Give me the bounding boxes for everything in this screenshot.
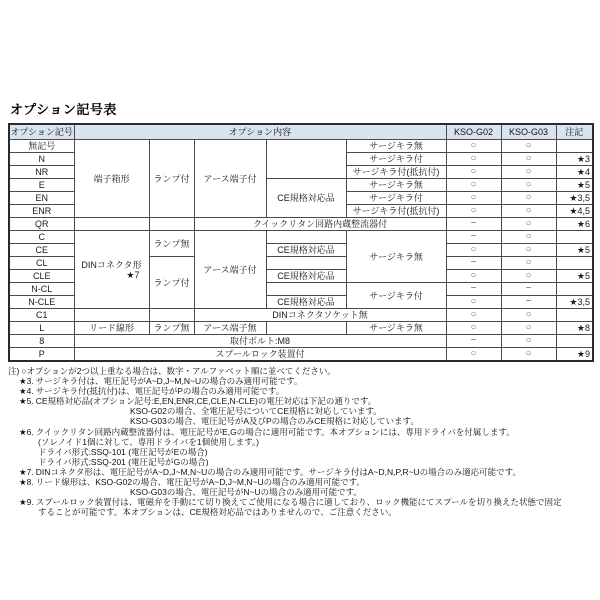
footnote-text: スプールロック装置付は、電磁弁を手動にて切り換えてご使用になる場合に適しており、ロック機能にてスプールを切り換えた状態で固定 <box>35 497 562 508</box>
footnote-text: KSO-G03の場合、電圧記号がN~Uの場合のみ適用可能です。 <box>130 487 362 498</box>
cell-surge: サージキラ無 <box>346 140 446 153</box>
cell-note <box>556 257 593 270</box>
table-row <box>9 140 593 153</box>
cell-earth: アース端子付 <box>194 231 266 309</box>
table-row <box>9 231 593 244</box>
footnote-label: ★3. <box>19 376 34 387</box>
cell-option-symbol: N <box>9 153 74 166</box>
cell-option-symbol: E <box>9 179 74 192</box>
cell-kso-g03: ○ <box>501 218 556 231</box>
cell-kso-g03: ○ <box>501 244 556 257</box>
cell-surge: サージキラ付(抵抗付) <box>346 166 446 179</box>
cell-option-symbol: N-CL <box>9 283 74 296</box>
footnote-line <box>8 497 592 507</box>
footnote-label: ★7. <box>19 466 34 477</box>
footnote-line <box>8 447 592 457</box>
din-connector-star7: ★7 <box>126 269 140 280</box>
header-row <box>9 124 593 140</box>
cell-option-symbol: QR <box>9 218 74 231</box>
cell-ce-blank <box>266 283 346 296</box>
footnote-line <box>8 507 592 517</box>
cell-option-symbol: C <box>9 231 74 244</box>
cell-note: ★5 <box>556 270 593 283</box>
footnote-line <box>8 396 592 406</box>
cell-kso-g02: ○ <box>446 192 501 205</box>
cell-note <box>556 231 593 244</box>
cell-ce-blank <box>266 257 346 270</box>
cell-ce: CE規格対応品 <box>266 179 346 218</box>
table-row <box>9 335 593 348</box>
cell-kso-g03: ○ <box>501 166 556 179</box>
cell-kso-g02: ○ <box>446 296 501 309</box>
cell-note: ★9 <box>556 348 593 362</box>
cell-ce: CE規格対応品 <box>266 244 346 257</box>
header-kso-g02: KSO-G02 <box>446 124 501 140</box>
cell-structure: 端子箱形 <box>74 140 149 218</box>
header-option-symbol: オプション記号 <box>9 124 74 140</box>
cell-earth: アース端子付 <box>194 140 266 218</box>
cell-note: ★5 <box>556 244 593 257</box>
table-row <box>9 322 593 335</box>
cell-option-symbol: CE <box>9 244 74 257</box>
footnote-text: ○オプションが2つ以上重なる場合は、数字・アルファベット順に並べてください。 <box>21 366 336 376</box>
cell-surge: サージキラ無 <box>346 231 446 283</box>
cell-kso-g02: ○ <box>446 179 501 192</box>
cell-note: ★8 <box>556 322 593 335</box>
cell-blank <box>74 309 149 322</box>
table-row <box>9 348 593 362</box>
header-kso-g03: KSO-G03 <box>501 124 556 140</box>
cell-kso-g03: ○ <box>501 309 556 322</box>
footnote-text: クイックリタン回路内蔵整流器付は、電圧記号がE,Gの場合に適用可能です。本オプションには、専用ドライバを付属します。 <box>35 426 515 437</box>
cell-surge: サージキラ無 <box>346 322 446 335</box>
cell-structure <box>74 231 149 309</box>
footnote-text: サージキラ付(抵抗付)は、電圧記号がPの場合のみ適用可能です。 <box>35 386 285 397</box>
cell-kso-g03: ○ <box>501 140 556 153</box>
cell-option-symbol: 無記号 <box>9 140 74 153</box>
page-title: オプション記号表 <box>10 102 117 117</box>
cell-option-symbol: CL <box>9 257 74 270</box>
cell-lamp: ランプ付 <box>149 257 194 309</box>
din-connector-label: DINコネクタ形 <box>81 259 142 270</box>
cell-surge: サージキラ付(抵抗付) <box>346 205 446 218</box>
cell-kso-g03: ○ <box>501 270 556 283</box>
footnote-label: 注) <box>8 366 20 376</box>
cell-note <box>556 309 593 322</box>
cell-note: ★4,5 <box>556 205 593 218</box>
cell-option-symbol: L <box>9 322 74 335</box>
cell-content-span: クイックリタン回路内蔵整流器付 <box>194 218 446 231</box>
cell-kso-g02: ○ <box>446 140 501 153</box>
cell-ce-blank <box>266 322 346 335</box>
cell-kso-g03: − <box>501 283 556 296</box>
header-note: 注記 <box>556 124 593 140</box>
cell-surge: サージキラ付 <box>346 192 446 205</box>
cell-kso-g02: ○ <box>446 309 501 322</box>
footnote-line <box>8 457 592 467</box>
footnote-text: CE規格対応品(オプション記号:E,EN,ENR,CE,CLE,N-CLE)の電圧対応は下記の通りです。 <box>35 396 377 407</box>
footnote-text: ドライバ形式:SSQ-201 (電圧記号がGの場合) <box>38 456 209 467</box>
cell-option-symbol: N-CLE <box>9 296 74 309</box>
cell-kso-g02: − <box>446 283 501 296</box>
cell-note <box>556 283 593 296</box>
footnote-line <box>8 406 592 416</box>
cell-kso-g02: ○ <box>446 270 501 283</box>
footnote-label: ★4. <box>19 386 34 397</box>
cell-kso-g03: ○ <box>501 322 556 335</box>
cell-ce: CE規格対応品 <box>266 270 346 283</box>
header-option-content: オプション内容 <box>74 124 446 140</box>
footnote-line <box>8 467 592 477</box>
cell-kso-g02: ○ <box>446 244 501 257</box>
footnote-text: KSO-G03の場合、電圧記号がA及びPの場合のみCE規格に対応しています。 <box>130 416 419 427</box>
cell-kso-g02: ○ <box>446 322 501 335</box>
footnotes <box>8 366 592 517</box>
cell-kso-g02: ○ <box>446 166 501 179</box>
cell-note: ★3,5 <box>556 192 593 205</box>
cell-note: ★4 <box>556 166 593 179</box>
cell-content-span: スプールロック装置付 <box>74 348 446 362</box>
cell-kso-g03: ○ <box>501 335 556 348</box>
cell-note: ★5 <box>556 179 593 192</box>
cell-note <box>556 335 593 348</box>
footnote-line <box>8 386 592 396</box>
cell-kso-g03: ○ <box>501 192 556 205</box>
cell-ce-blank <box>266 140 346 179</box>
cell-note: ★3,5 <box>556 296 593 309</box>
cell-kso-g02: ○ <box>446 153 501 166</box>
cell-note <box>556 140 593 153</box>
cell-option-symbol: NR <box>9 166 74 179</box>
table-row <box>9 218 593 231</box>
footnote-line <box>8 366 592 376</box>
footnote-line <box>8 477 592 487</box>
footnote-line <box>8 427 592 437</box>
cell-option-symbol: P <box>9 348 74 362</box>
cell-lamp: ランプ無 <box>149 231 194 257</box>
cell-kso-g03: ○ <box>501 179 556 192</box>
cell-option-symbol: 8 <box>9 335 74 348</box>
cell-kso-g02: ○ <box>446 348 501 362</box>
footnote-label: ★9. <box>19 497 34 508</box>
footnote-text: ドライバ形式:SSQ-101 (電圧記号がEの場合) <box>38 446 208 457</box>
cell-note: ★6 <box>556 218 593 231</box>
cell-kso-g02: ○ <box>446 205 501 218</box>
cell-surge: サージキラ無 <box>346 179 446 192</box>
cell-blank <box>74 218 149 231</box>
cell-kso-g03: ○ <box>501 348 556 362</box>
footnote-text: KSO-G02の場合、全電圧記号についてCE規格に対応しています。 <box>130 406 382 417</box>
footnote-line <box>8 437 592 447</box>
cell-lamp: ランプ無 <box>149 322 194 335</box>
cell-earth: アース端子無 <box>194 322 266 335</box>
footnote-text: リード線形は、KSO-G02の場合、電圧記号がA~D,J~M,N~Uの場合のみ適用可能です。 <box>35 477 365 488</box>
cell-kso-g02: − <box>446 335 501 348</box>
cell-option-symbol: C1 <box>9 309 74 322</box>
cell-kso-g03: − <box>501 296 556 309</box>
option-symbol-table <box>8 123 594 362</box>
footnote-text: することが可能です。本オプションは、CE規格対応品ではありませんので、ご注意ください。 <box>38 507 397 518</box>
footnote-text: DINコネクタ形は、電圧記号がA~D,J~M,N~Uの場合のみ適用可能です。サージキラ付はA~D,N,P,R~Uの場合のみ適応可能です。 <box>35 466 522 477</box>
cell-blank <box>149 218 194 231</box>
footnote-line <box>8 416 592 426</box>
cell-kso-g03: ○ <box>501 153 556 166</box>
cell-content-span: 取付ボルト:M8 <box>74 335 446 348</box>
cell-kso-g02: − <box>446 218 501 231</box>
cell-note: ★3 <box>556 153 593 166</box>
footnote-label: ★5. <box>19 396 34 407</box>
footnote-label: ★8. <box>19 477 34 488</box>
footnote-text: サージキラ付は、電圧記号がA~D,J~M,N~Uの場合のみ適用可能です。 <box>35 376 303 387</box>
cell-ce-blank <box>266 231 346 244</box>
cell-kso-g03: ○ <box>501 257 556 270</box>
cell-kso-g02: − <box>446 231 501 244</box>
cell-blank <box>149 309 194 322</box>
cell-ce: CE規格対応品 <box>266 296 346 309</box>
footnote-line <box>8 487 592 497</box>
cell-option-symbol: EN <box>9 192 74 205</box>
cell-kso-g02: − <box>446 257 501 270</box>
footnote-label: ★6. <box>19 426 34 437</box>
cell-surge: サージキラ付 <box>346 283 446 309</box>
cell-option-symbol: ENR <box>9 205 74 218</box>
cell-content-span: DINコネクタソケット無 <box>194 309 446 322</box>
footnote-line <box>8 376 592 386</box>
cell-kso-g03: ○ <box>501 205 556 218</box>
table-row <box>9 309 593 322</box>
cell-lamp: ランプ付 <box>149 140 194 218</box>
cell-option-symbol: CLE <box>9 270 74 283</box>
cell-kso-g03: ○ <box>501 231 556 244</box>
cell-surge: サージキラ付 <box>346 153 446 166</box>
cell-structure: リード線形 <box>74 322 149 335</box>
footnote-text: (ソレノイド1個に対して、専用ドライバを1個使用します。) <box>38 436 259 447</box>
